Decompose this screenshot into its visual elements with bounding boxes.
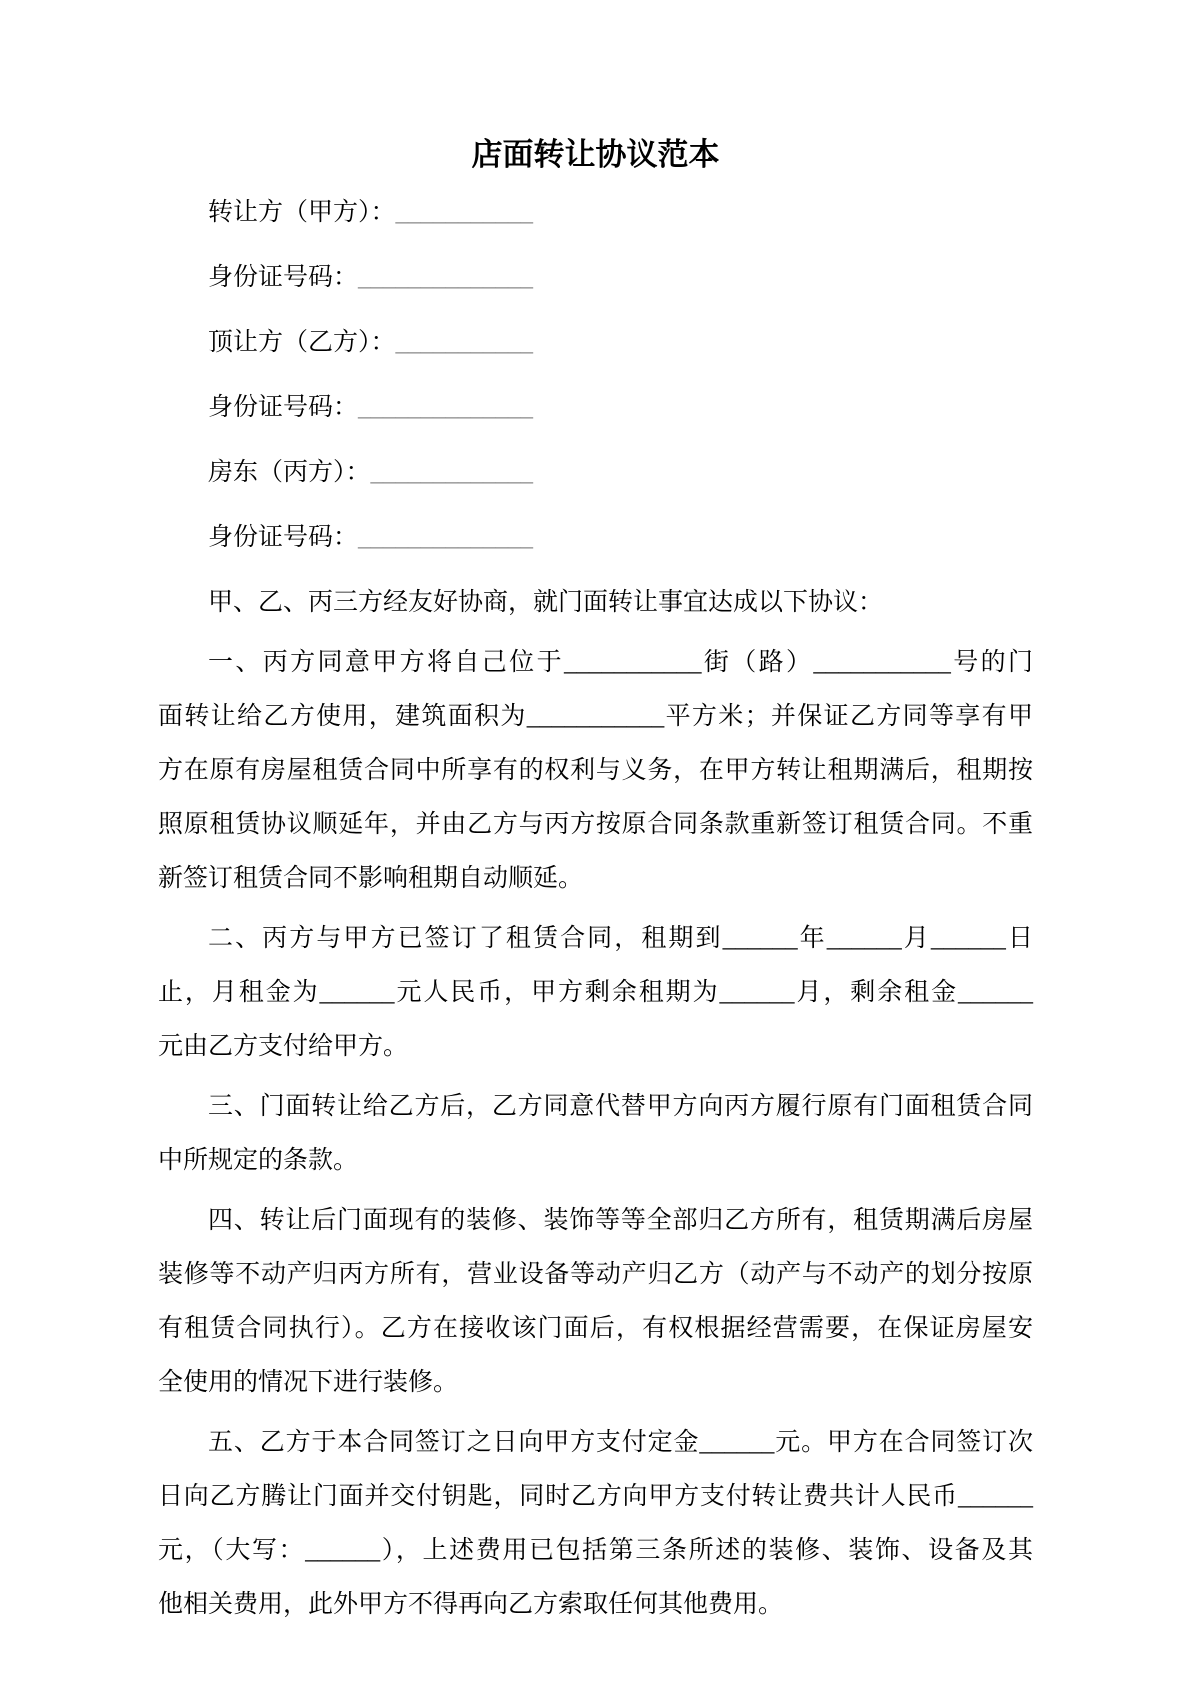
clause-4-line-1: 四、转让后门面现有的装修、装饰等等全部归乙方所有，租赁期满后房屋 [208,1207,1033,1234]
clause-5 [158,1416,1033,1632]
party-c-label: 房东（丙方）： [208,459,371,486]
clause-2-line-2: 止，月租金为______元人民币，甲方剩余租期为______月，剩余租金______ [158,979,1033,1006]
clause-4 [158,1194,1033,1410]
party-c-blank-line: _____________ [370,459,534,486]
party-a-id-label: 身份证号码： [208,264,359,291]
clause-2-line-3: 元由乙方支付给甲方。 [158,1033,409,1060]
party-a-label: 转让方（甲方）： [208,199,396,226]
clause-2 [158,912,1033,1074]
clause-5-line-2: 日向乙方腾让门面并交付钥匙，同时乙方向甲方支付转让费共计人民币______ [158,1483,1033,1510]
party-b-id-field-row [158,381,1033,435]
clause-1-line-5: 新签订租赁合同不影响租期自动顺延。 [158,865,584,892]
clause-4-line-3: 有租赁合同执行）。乙方在接收该门面后，有权根据经营需要，在保证房屋安 [158,1315,1033,1342]
clause-1 [158,636,1033,906]
clause-3-line-1: 三、门面转让给乙方后，乙方同意代替甲方向丙方履行原有门面租赁合同 [208,1093,1033,1120]
clause-5-line-1: 五、乙方于本合同签订之日向甲方支付定金______元。甲方在合同签订次 [208,1429,1033,1456]
clause-5-line-3: 元，（大写：______），上述费用已包括第三条所述的装修、装饰、设备及其 [158,1537,1033,1564]
intro-paragraph [158,576,1033,630]
party-b-id-blank-line: ______________ [358,394,534,421]
party-a-field-row [158,186,1033,240]
clause-1-line-3: 方在原有房屋租赁合同中所享有的权利与义务，在甲方转让租期满后，租期按 [158,757,1033,784]
clause-4-line-2: 装修等不动产归丙方所有，营业设备等动产归乙方（动产与不动产的划分按原 [158,1261,1033,1288]
clause-4-line-4: 全使用的情况下进行装修。 [158,1369,459,1396]
clause-1-line-2: 面转让给乙方使用，建筑面积为___________平方米；并保证乙方同等享有甲 [158,703,1033,730]
party-c-id-label: 身份证号码： [208,524,359,551]
party-a-id-blank-line: ______________ [358,264,534,291]
party-c-field-row [158,446,1033,500]
party-b-id-label: 身份证号码： [208,394,359,421]
party-b-field-row [158,316,1033,370]
clause-1-line-4: 照原租赁协议顺延年，并由乙方与丙方按原合同条款重新签订租赁合同。不重 [158,811,1033,838]
intro-line: 甲、乙、丙三方经友好协商，就门面转让事宜达成以下协议： [208,589,884,616]
clause-5-line-4: 他相关费用，此外甲方不得再向乙方索取任何其他费用。 [158,1591,784,1618]
clause-3 [158,1080,1033,1188]
party-c-id-blank-line: ______________ [358,524,534,551]
party-c-id-field-row [158,511,1033,565]
clause-2-line-1: 二、丙方与甲方已签订了租赁合同，租期到______年______月______日 [208,925,1033,952]
page-title: 店面转让协议范本 [471,137,720,172]
clause-3-line-2: 中所规定的条款。 [158,1147,359,1174]
party-a-blank-line: ___________ [395,199,534,226]
clause-1-line-1: 一、丙方同意甲方将自己位于___________街（路）___________号的门 [208,649,1033,676]
party-b-label: 顶让方（乙方）： [208,329,396,356]
party-b-blank-line: ___________ [395,329,534,356]
party-a-id-field-row [158,251,1033,305]
